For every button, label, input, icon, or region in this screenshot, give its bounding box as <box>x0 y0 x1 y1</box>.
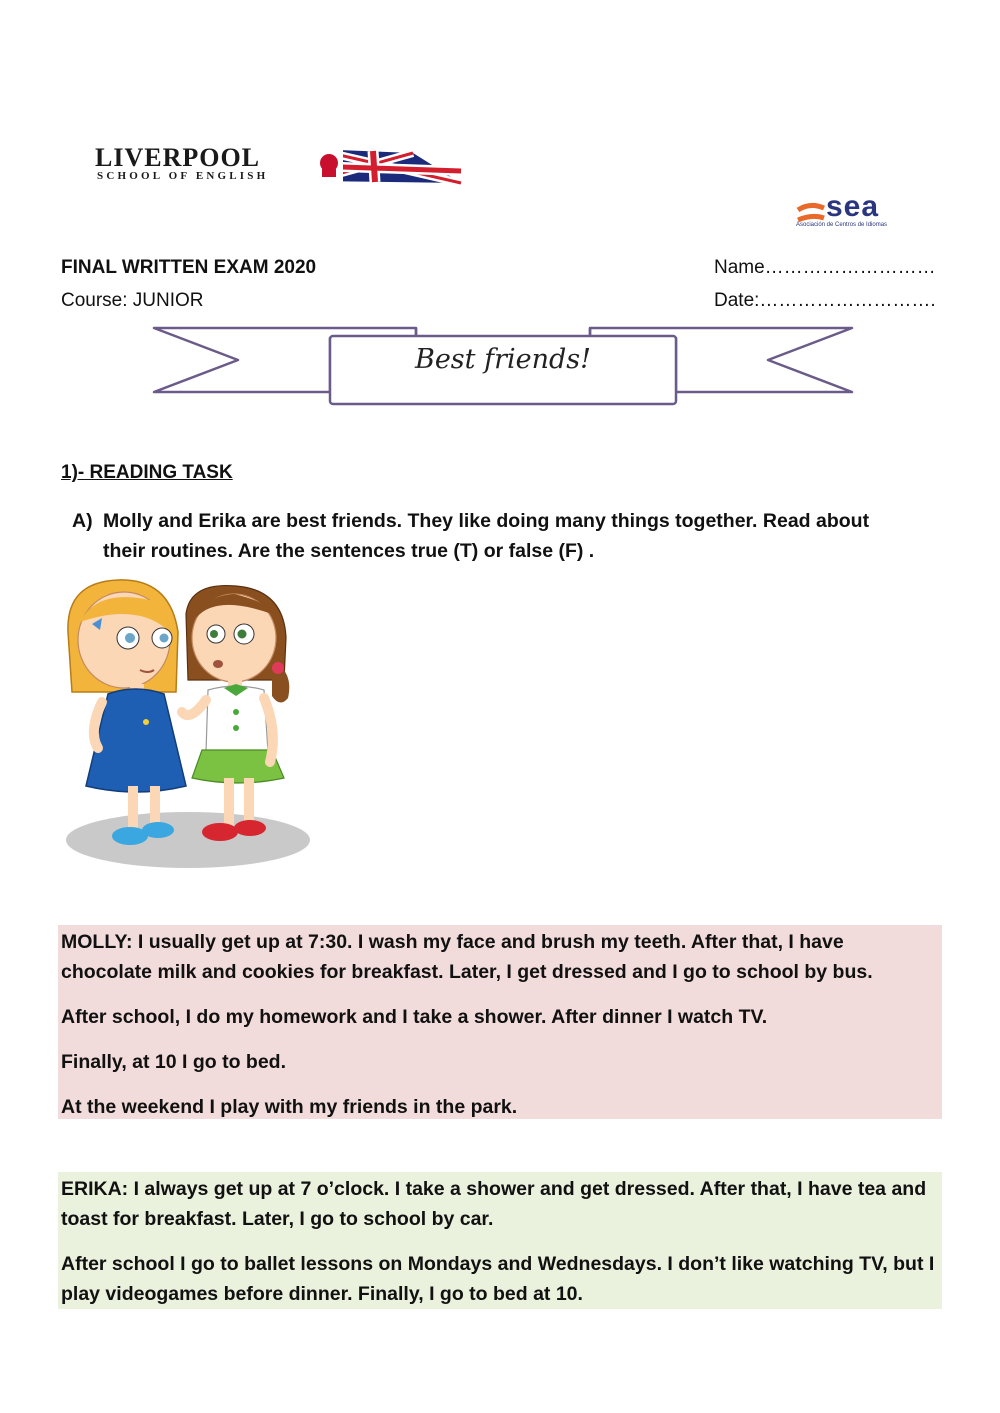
sea-swoosh-icon <box>796 202 826 224</box>
section-heading: 1)- READING TASK <box>61 462 233 483</box>
molly-paragraph-2: After school, I do my homework and I take a shower. After dinner I watch TV. <box>61 1006 768 1028</box>
exam-title: FINAL WRITTEN EXAM 2020 <box>61 257 317 278</box>
task-text <box>103 506 933 566</box>
erika-routine-panel <box>58 1172 942 1309</box>
two-girls-image <box>58 572 314 874</box>
girls-illustration <box>58 572 314 874</box>
task-line-1: Molly and Erika are best friends. They like doing many things together. Read about <box>103 510 870 532</box>
logo-main-text: LIVERPOOL <box>95 143 261 172</box>
erika-paragraph-1: ERIKA: I always get up at 7 o’clock. I take a shower and get dressed. After that, I have tea and toast for breakfast. Later, I go to school by car. <box>61 1178 927 1230</box>
liverpool-logo <box>95 145 467 187</box>
molly-routine-panel <box>58 925 942 1119</box>
logo-sub-text: SCHOOL OF ENGLISH <box>97 170 269 182</box>
erika-paragraph-2: After school I go to ballet lessons on Mondays and Wednesdays. I don’t like watching TV, but I play videogames before dinner. Finally, I go to bed at 10. <box>61 1253 935 1305</box>
banner-title: Best friends! <box>414 344 591 375</box>
date-field[interactable]: Date:………………………. <box>714 290 936 311</box>
name-field[interactable]: Name……………………… <box>714 257 936 278</box>
task-line-2: their routines. Are the sentences true (T) or false (F) . <box>103 540 595 562</box>
title-banner <box>150 322 856 408</box>
task-marker: A) <box>72 510 93 532</box>
sea-logo <box>796 190 926 236</box>
molly-paragraph-4: At the weekend I play with my friends in the park. <box>61 1096 518 1118</box>
course-label: Course: JUNIOR <box>61 290 204 311</box>
sea-wordmark: sea <box>826 190 880 223</box>
molly-paragraph-1: MOLLY: I usually get up at 7:30. I wash my face and brush my teeth. After that, I have chocolate milk and cookies for breakfast. Later, I get dressed and I go to school by bus. <box>61 931 873 983</box>
sea-subtitle: Asociación de Centros de Idiomas <box>796 222 888 228</box>
union-jack-icon <box>313 147 463 185</box>
molly-paragraph-3: Finally, at 10 I go to bed. <box>61 1051 287 1073</box>
